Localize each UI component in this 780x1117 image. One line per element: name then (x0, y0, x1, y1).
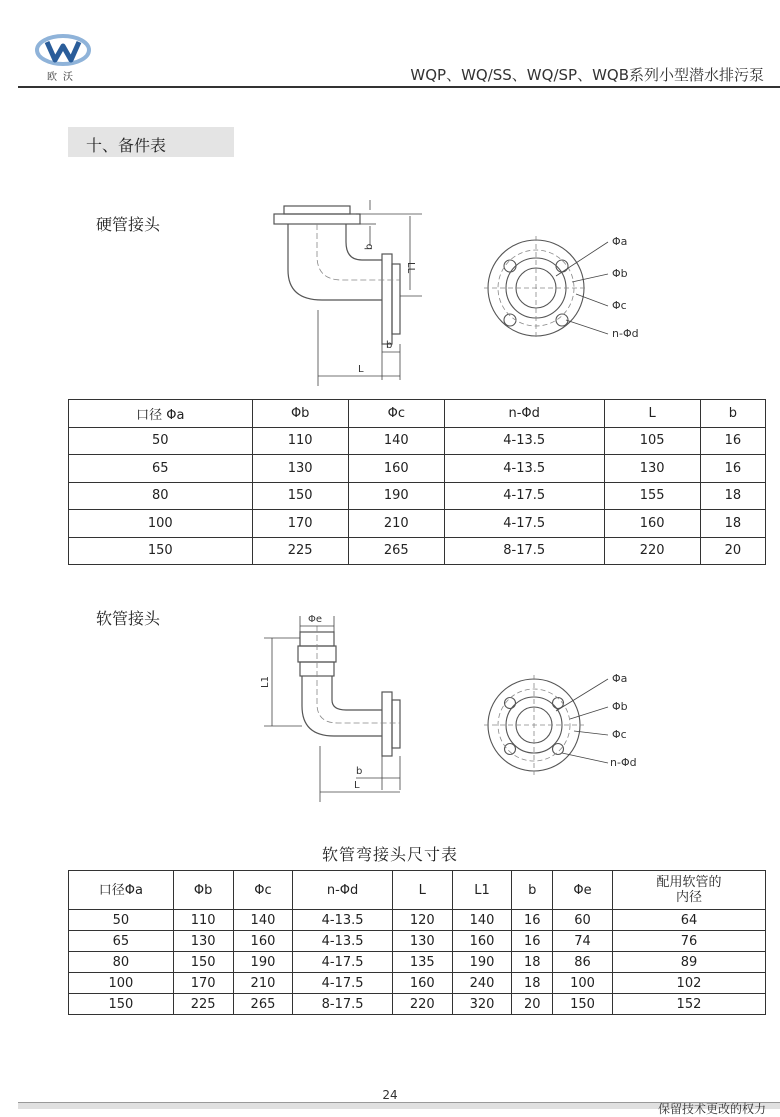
table-row (69, 973, 766, 994)
table-cell: 225 (252, 537, 348, 565)
table-cell: 16 (700, 427, 765, 455)
table-header-cell: n-Φd (293, 871, 392, 910)
table-cell: 4-17.5 (293, 973, 392, 994)
soft-flange-label-a: Φa (612, 672, 628, 685)
table-cell: 64 (612, 910, 765, 931)
table-cell: 210 (233, 973, 293, 994)
hard-pipe-elbow-drawing (262, 190, 437, 390)
table-cell: 65 (69, 931, 174, 952)
table-header-row (69, 871, 766, 910)
soft-pipe-table-title: 软管弯接头尺寸表 (321, 845, 458, 864)
hard-pipe-dim-b-horizontal: b (386, 340, 393, 351)
table-cell: 220 (604, 537, 700, 565)
table-cell: 100 (553, 973, 613, 994)
logo-icon (33, 34, 93, 68)
hard-flange-label-b: Φb (612, 267, 628, 280)
table-cell: 102 (612, 973, 765, 994)
hard-pipe-dim-b-vertical: b (364, 243, 375, 250)
table-row (69, 537, 766, 565)
table-row (69, 910, 766, 931)
table-cell: 65 (69, 455, 253, 483)
table-cell: 160 (392, 973, 452, 994)
table-row (69, 994, 766, 1015)
table-cell: 190 (452, 952, 512, 973)
table-header-cell: L1 (452, 871, 512, 910)
soft-flange-label-b: Φb (612, 700, 628, 713)
table-row (69, 952, 766, 973)
table-cell: 4-13.5 (444, 427, 604, 455)
table-cell: 140 (348, 427, 444, 455)
table-cell: 130 (173, 931, 233, 952)
table-cell: 160 (233, 931, 293, 952)
soft-pipe-dim-L: L (354, 780, 360, 791)
soft-flange-label-d: n-Φd (610, 756, 637, 769)
table-header-cell: b (512, 871, 553, 910)
company-logo (33, 34, 95, 86)
soft-pipe-label: 软管接头 (96, 609, 161, 628)
logo-text: 欧沃 (47, 72, 79, 83)
table-cell: 20 (512, 994, 553, 1015)
table-cell: 150 (69, 994, 174, 1015)
soft-pipe-flange-drawing (482, 665, 662, 785)
soft-pipe-elbow-drawing (258, 606, 433, 806)
table-cell: 50 (69, 427, 253, 455)
hard-pipe-dim-L-horizontal: L (358, 364, 364, 375)
table-cell: 18 (512, 952, 553, 973)
table-cell: 155 (604, 482, 700, 510)
footer-note: 保留技术更改的权力 (657, 1102, 766, 1116)
table-cell: 320 (452, 994, 512, 1015)
table-cell: 160 (348, 455, 444, 483)
table-cell: 50 (69, 910, 174, 931)
table-cell: 130 (252, 455, 348, 483)
table-cell: 150 (173, 952, 233, 973)
hard-pipe-table (68, 399, 766, 565)
header-rule (18, 86, 780, 88)
table-cell: 140 (233, 910, 293, 931)
table-cell: 76 (612, 931, 765, 952)
hard-flange-label-a: Φa (612, 235, 628, 248)
table-cell: 140 (452, 910, 512, 931)
soft-flange-label-c: Φc (612, 728, 627, 741)
table-cell: 4-13.5 (293, 931, 392, 952)
table-cell: 4-13.5 (444, 455, 604, 483)
table-cell: 20 (700, 537, 765, 565)
hard-pipe-flange-drawing (484, 222, 664, 352)
table-cell: 18 (700, 510, 765, 538)
table-cell: 18 (700, 482, 765, 510)
table-cell: 86 (553, 952, 613, 973)
table-cell: 120 (392, 910, 452, 931)
table-cell: 4-17.5 (444, 510, 604, 538)
table-header-cell: Φc (348, 400, 444, 428)
soft-pipe-table (68, 870, 766, 1015)
table-header-cell: n-Φd (444, 400, 604, 428)
table-cell: 8-17.5 (293, 994, 392, 1015)
table-cell: 225 (173, 994, 233, 1015)
table-row (69, 931, 766, 952)
table-header-cell: 口径Φa (69, 871, 174, 910)
table-cell: 80 (69, 482, 253, 510)
document-title: WQP、WQ/SS、WQ/SP、WQB系列小型潜水排污泵 (410, 66, 764, 84)
table-header-cell: L (604, 400, 700, 428)
section-title: 十、备件表 (86, 136, 167, 155)
hard-flange-label-d: n-Φd (612, 327, 639, 340)
table-cell: 8-17.5 (444, 537, 604, 565)
table-cell: 150 (553, 994, 613, 1015)
table-cell: 74 (553, 931, 613, 952)
table-header-cell: b (700, 400, 765, 428)
table-cell: 160 (604, 510, 700, 538)
table-cell: 100 (69, 510, 253, 538)
table-cell: 152 (612, 994, 765, 1015)
table-cell: 110 (252, 427, 348, 455)
table-header-cell: Φe (553, 871, 613, 910)
table-cell: 89 (612, 952, 765, 973)
table-header-cell: Φc (233, 871, 293, 910)
table-cell: 4-17.5 (444, 482, 604, 510)
hard-pipe-label: 硬管接头 (96, 215, 161, 234)
table-cell: 190 (233, 952, 293, 973)
table-header-cell: Φb (252, 400, 348, 428)
soft-pipe-dim-L1: L1 (260, 676, 271, 688)
table-cell: 265 (348, 537, 444, 565)
table-header-cell: Φb (173, 871, 233, 910)
table-cell: 170 (173, 973, 233, 994)
table-cell: 150 (69, 537, 253, 565)
table-cell: 110 (173, 910, 233, 931)
table-cell: 160 (452, 931, 512, 952)
table-row (69, 455, 766, 483)
table-cell: 60 (553, 910, 613, 931)
table-cell: 4-17.5 (293, 952, 392, 973)
table-cell: 150 (252, 482, 348, 510)
table-cell: 130 (604, 455, 700, 483)
table-cell: 220 (392, 994, 452, 1015)
table-cell: 190 (348, 482, 444, 510)
table-header-cell: 口径 Φa (69, 400, 253, 428)
table-cell: 135 (392, 952, 452, 973)
soft-pipe-dim-e: Φe (308, 614, 323, 625)
table-cell: 80 (69, 952, 174, 973)
table-row (69, 427, 766, 455)
table-cell: 130 (392, 931, 452, 952)
table-cell: 240 (452, 973, 512, 994)
table-cell: 105 (604, 427, 700, 455)
page-number: 24 (382, 1088, 398, 1102)
table-cell: 18 (512, 973, 553, 994)
table-row (69, 510, 766, 538)
table-cell: 16 (512, 931, 553, 952)
table-cell: 16 (512, 910, 553, 931)
table-cell: 100 (69, 973, 174, 994)
hard-flange-label-c: Φc (612, 299, 627, 312)
soft-pipe-dim-b: b (356, 766, 363, 777)
hard-pipe-dim-L-vertical: LL (405, 262, 416, 274)
table-header-cell: 配用软管的 内径 (612, 871, 765, 910)
table-cell: 16 (700, 455, 765, 483)
table-cell: 210 (348, 510, 444, 538)
table-cell: 265 (233, 994, 293, 1015)
table-cell: 170 (252, 510, 348, 538)
table-row (69, 482, 766, 510)
table-header-cell: L (392, 871, 452, 910)
table-header-row (69, 400, 766, 428)
table-cell: 4-13.5 (293, 910, 392, 931)
